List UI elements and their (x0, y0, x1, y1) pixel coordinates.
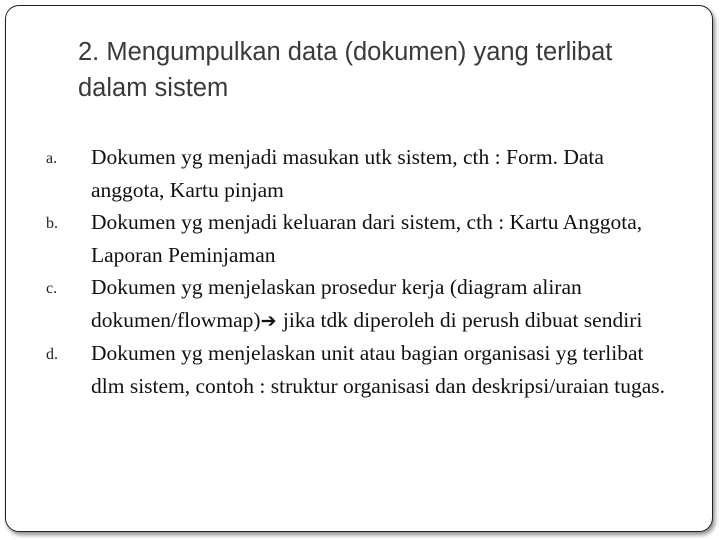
list-marker: b. (46, 215, 58, 232)
slide-title: 2. Mengumpulkan data (dokumen) yang terlibat dalam sistem (78, 38, 613, 102)
list-item-text: Dokumen yg menjelaskan unit atau bagian organisasi yg terlibat dlm sistem, contoh : struktur organisasi dan deskripsi/uraian tugas. (91, 341, 666, 398)
list-marker: d. (46, 346, 58, 363)
list-item-text: Dokumen yg menjelaskan prosedur kerja (diagram aliran dokumen/flowmap) (91, 275, 582, 332)
list-item (0, 206, 671, 271)
list-item-text: Dokumen yg menjadi masukan utk sistem, cth : Form. Data anggota, Kartu pinjam (91, 145, 604, 202)
list-marker: c. (46, 280, 58, 297)
list-item (0, 141, 671, 206)
list-item-text-continued: jika tdk diperoleh di perush dibuat sendiri (277, 307, 643, 332)
list-marker: a. (46, 150, 58, 167)
list-item (0, 337, 671, 402)
list-item-text: Dokumen yg menjadi keluaran dari sistem, cth : Kartu Anggota, Laporan Peminjaman (91, 210, 643, 267)
arrow-right-icon: ➔ (260, 309, 277, 332)
document-list (0, 141, 700, 402)
list-item (0, 271, 671, 337)
